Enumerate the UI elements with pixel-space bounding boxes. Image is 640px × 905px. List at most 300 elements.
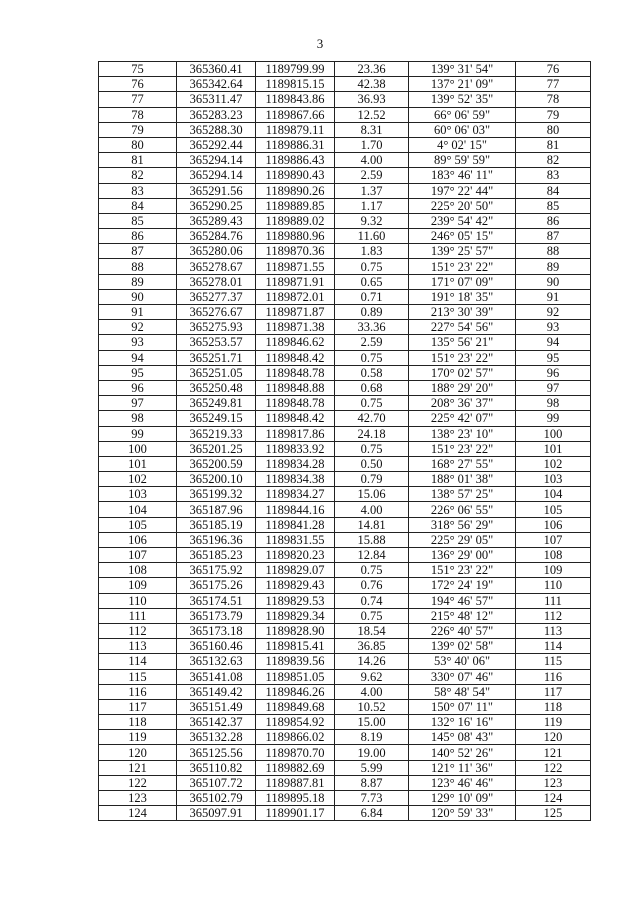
point-number-cell: 120 [99,745,177,760]
x-coordinate-cell: 365125.56 [177,745,256,760]
table-row [99,441,591,456]
page-number: 3 [316,36,324,51]
y-coordinate-cell: 1189882.69 [256,760,335,775]
next-point-cell: 109 [516,563,591,578]
y-coordinate-cell: 1189901.17 [256,806,335,821]
bearing-cell: 121° 11' 36" [409,760,516,775]
x-coordinate-cell: 365249.81 [177,396,256,411]
point-number-cell: 78 [99,107,177,122]
table-row [99,684,591,699]
next-point-cell: 101 [516,441,591,456]
x-coordinate-cell: 365360.41 [177,62,256,77]
table-row [99,654,591,669]
point-number-cell: 101 [99,456,177,471]
next-point-cell: 99 [516,411,591,426]
x-coordinate-cell: 365251.71 [177,350,256,365]
x-coordinate-cell: 365251.05 [177,365,256,380]
bearing-cell: 208° 36' 37" [409,396,516,411]
x-coordinate-cell: 365278.67 [177,259,256,274]
bearing-cell: 151° 23' 22" [409,563,516,578]
distance-cell: 1.83 [335,244,409,259]
point-number-cell: 122 [99,775,177,790]
next-point-cell: 111 [516,593,591,608]
y-coordinate-cell: 1189833.92 [256,441,335,456]
x-coordinate-cell: 365200.59 [177,456,256,471]
bearing-cell: 225° 29' 05" [409,532,516,547]
point-number-cell: 83 [99,183,177,198]
point-number-cell: 75 [99,62,177,77]
x-coordinate-cell: 365280.06 [177,244,256,259]
next-point-cell: 102 [516,456,591,471]
next-point-cell: 97 [516,380,591,395]
x-coordinate-cell: 365160.46 [177,639,256,654]
distance-cell: 0.75 [335,441,409,456]
point-number-cell: 94 [99,350,177,365]
table-row [99,92,591,107]
point-number-cell: 97 [99,396,177,411]
point-number-cell: 95 [99,365,177,380]
bearing-cell: 191° 18' 35" [409,289,516,304]
point-number-cell: 117 [99,699,177,714]
table-row [99,730,591,745]
y-coordinate-cell: 1189828.90 [256,623,335,638]
y-coordinate-cell: 1189879.11 [256,122,335,137]
distance-cell: 5.99 [335,760,409,775]
table-row [99,548,591,563]
point-number-cell: 90 [99,289,177,304]
next-point-cell: 116 [516,669,591,684]
point-number-cell: 89 [99,274,177,289]
next-point-cell: 98 [516,396,591,411]
next-point-cell: 125 [516,806,591,821]
point-number-cell: 114 [99,654,177,669]
distance-cell: 4.00 [335,153,409,168]
distance-cell: 36.85 [335,639,409,654]
distance-cell: 2.59 [335,335,409,350]
y-coordinate-cell: 1189889.85 [256,198,335,213]
point-number-cell: 109 [99,578,177,593]
point-number-cell: 110 [99,593,177,608]
next-point-cell: 87 [516,229,591,244]
x-coordinate-cell: 365173.79 [177,608,256,623]
bearing-cell: 150° 07' 11" [409,699,516,714]
y-coordinate-cell: 1189848.88 [256,380,335,395]
next-point-cell: 77 [516,77,591,92]
y-coordinate-cell: 1189817.86 [256,426,335,441]
x-coordinate-cell: 365284.76 [177,229,256,244]
point-number-cell: 106 [99,532,177,547]
bearing-cell: 226° 06' 55" [409,502,516,517]
next-point-cell: 85 [516,198,591,213]
x-coordinate-cell: 365292.44 [177,137,256,152]
bearing-cell: 227° 54' 56" [409,320,516,335]
distance-cell: 6.84 [335,806,409,821]
x-coordinate-cell: 365219.33 [177,426,256,441]
x-coordinate-cell: 365141.08 [177,669,256,684]
next-point-cell: 104 [516,487,591,502]
y-coordinate-cell: 1189846.26 [256,684,335,699]
y-coordinate-cell: 1189834.38 [256,472,335,487]
distance-cell: 42.38 [335,77,409,92]
y-coordinate-cell: 1189839.56 [256,654,335,669]
point-number-cell: 98 [99,411,177,426]
point-number-cell: 86 [99,229,177,244]
point-number-cell: 81 [99,153,177,168]
y-coordinate-cell: 1189834.27 [256,487,335,502]
y-coordinate-cell: 1189871.55 [256,259,335,274]
table-row [99,380,591,395]
distance-cell: 2.59 [335,168,409,183]
x-coordinate-cell: 365174.51 [177,593,256,608]
table-row [99,760,591,775]
bearing-cell: 171° 07' 09" [409,274,516,289]
x-coordinate-cell: 365201.25 [177,441,256,456]
y-coordinate-cell: 1189844.16 [256,502,335,517]
point-number-cell: 107 [99,548,177,563]
table-row [99,532,591,547]
next-point-cell: 95 [516,350,591,365]
distance-cell: 0.65 [335,274,409,289]
distance-cell: 36.93 [335,92,409,107]
next-point-cell: 90 [516,274,591,289]
distance-cell: 0.74 [335,593,409,608]
x-coordinate-cell: 365200.10 [177,472,256,487]
point-number-cell: 123 [99,791,177,806]
y-coordinate-cell: 1189872.01 [256,289,335,304]
x-coordinate-cell: 365102.79 [177,791,256,806]
y-coordinate-cell: 1189848.42 [256,411,335,426]
next-point-cell: 86 [516,213,591,228]
next-point-cell: 117 [516,684,591,699]
coordinates-table [98,61,591,821]
y-coordinate-cell: 1189829.07 [256,563,335,578]
y-coordinate-cell: 1189829.43 [256,578,335,593]
table-row [99,137,591,152]
point-number-cell: 116 [99,684,177,699]
table-row [99,487,591,502]
next-point-cell: 82 [516,153,591,168]
bearing-cell: 183° 46' 11" [409,168,516,183]
bearing-cell: 138° 57' 25" [409,487,516,502]
next-point-cell: 81 [516,137,591,152]
x-coordinate-cell: 365311.47 [177,92,256,107]
bearing-cell: 188° 29' 20" [409,380,516,395]
y-coordinate-cell: 1189887.81 [256,775,335,790]
x-coordinate-cell: 365142.37 [177,715,256,730]
x-coordinate-cell: 365151.49 [177,699,256,714]
point-number-cell: 119 [99,730,177,745]
bearing-cell: 170° 02' 57" [409,365,516,380]
distance-cell: 1.37 [335,183,409,198]
table-row [99,77,591,92]
table-row [99,198,591,213]
bearing-cell: 213° 30' 39" [409,305,516,320]
point-number-cell: 113 [99,639,177,654]
table-row [99,563,591,578]
table-row [99,122,591,137]
table-row [99,608,591,623]
y-coordinate-cell: 1189870.36 [256,244,335,259]
distance-cell: 0.75 [335,608,409,623]
point-number-cell: 92 [99,320,177,335]
table-row [99,244,591,259]
point-number-cell: 77 [99,92,177,107]
next-point-cell: 84 [516,183,591,198]
distance-cell: 12.52 [335,107,409,122]
table-row [99,350,591,365]
next-point-cell: 107 [516,532,591,547]
y-coordinate-cell: 1189841.28 [256,517,335,532]
point-number-cell: 108 [99,563,177,578]
bearing-cell: 139° 52' 35" [409,92,516,107]
bearing-cell: 151° 23' 22" [409,350,516,365]
distance-cell: 8.31 [335,122,409,137]
bearing-cell: 139° 25' 57" [409,244,516,259]
next-point-cell: 124 [516,791,591,806]
x-coordinate-cell: 365199.32 [177,487,256,502]
bearing-cell: 188° 01' 38" [409,472,516,487]
x-coordinate-cell: 365132.63 [177,654,256,669]
table-row [99,168,591,183]
distance-cell: 15.06 [335,487,409,502]
point-number-cell: 93 [99,335,177,350]
next-point-cell: 122 [516,760,591,775]
table-row [99,259,591,274]
distance-cell: 1.70 [335,137,409,152]
next-point-cell: 94 [516,335,591,350]
distance-cell: 0.75 [335,396,409,411]
bearing-cell: 197° 22' 44" [409,183,516,198]
next-point-cell: 93 [516,320,591,335]
bearing-cell: 132° 16' 16" [409,715,516,730]
point-number-cell: 121 [99,760,177,775]
bearing-cell: 168° 27' 55" [409,456,516,471]
next-point-cell: 76 [516,62,591,77]
table-row [99,213,591,228]
bearing-cell: 139° 02' 58" [409,639,516,654]
point-number-cell: 82 [99,168,177,183]
next-point-cell: 103 [516,472,591,487]
x-coordinate-cell: 365149.42 [177,684,256,699]
point-number-cell: 79 [99,122,177,137]
distance-cell: 0.71 [335,289,409,304]
x-coordinate-cell: 365276.67 [177,305,256,320]
point-number-cell: 103 [99,487,177,502]
table-row [99,623,591,638]
next-point-cell: 120 [516,730,591,745]
table-row [99,426,591,441]
table-row [99,320,591,335]
x-coordinate-cell: 365196.36 [177,532,256,547]
x-coordinate-cell: 365294.14 [177,168,256,183]
next-point-cell: 119 [516,715,591,730]
point-number-cell: 91 [99,305,177,320]
bearing-cell: 138° 23' 10" [409,426,516,441]
table-row [99,153,591,168]
point-number-cell: 102 [99,472,177,487]
x-coordinate-cell: 365097.91 [177,806,256,821]
x-coordinate-cell: 365291.56 [177,183,256,198]
y-coordinate-cell: 1189895.18 [256,791,335,806]
bearing-cell: 136° 29' 00" [409,548,516,563]
next-point-cell: 108 [516,548,591,563]
bearing-cell: 225° 42' 07" [409,411,516,426]
y-coordinate-cell: 1189815.41 [256,639,335,654]
bearing-cell: 4° 02' 15" [409,137,516,152]
distance-cell: 10.52 [335,699,409,714]
x-coordinate-cell: 365132.28 [177,730,256,745]
y-coordinate-cell: 1189834.28 [256,456,335,471]
distance-cell: 11.60 [335,229,409,244]
bearing-cell: 172° 24' 19" [409,578,516,593]
y-coordinate-cell: 1189849.68 [256,699,335,714]
table-row [99,107,591,122]
next-point-cell: 83 [516,168,591,183]
bearing-cell: 89° 59' 59" [409,153,516,168]
y-coordinate-cell: 1189829.53 [256,593,335,608]
y-coordinate-cell: 1189854.92 [256,715,335,730]
table-row [99,472,591,487]
x-coordinate-cell: 365278.01 [177,274,256,289]
bearing-cell: 53° 40' 06" [409,654,516,669]
distance-cell: 0.75 [335,350,409,365]
x-coordinate-cell: 365185.23 [177,548,256,563]
point-number-cell: 80 [99,137,177,152]
table-row [99,183,591,198]
x-coordinate-cell: 365290.25 [177,198,256,213]
distance-cell: 33.36 [335,320,409,335]
distance-cell: 19.00 [335,745,409,760]
distance-cell: 9.32 [335,213,409,228]
y-coordinate-cell: 1189831.55 [256,532,335,547]
table-row [99,274,591,289]
bearing-cell: 139° 31' 54" [409,62,516,77]
bearing-cell: 215° 48' 12" [409,608,516,623]
point-number-cell: 87 [99,244,177,259]
bearing-cell: 151° 23' 22" [409,441,516,456]
x-coordinate-cell: 365175.92 [177,563,256,578]
table-row [99,289,591,304]
next-point-cell: 115 [516,654,591,669]
distance-cell: 14.81 [335,517,409,532]
point-number-cell: 124 [99,806,177,821]
next-point-cell: 123 [516,775,591,790]
table-row [99,517,591,532]
y-coordinate-cell: 1189890.43 [256,168,335,183]
bearing-cell: 225° 20' 50" [409,198,516,213]
table-row [99,456,591,471]
y-coordinate-cell: 1189815.15 [256,77,335,92]
table-row [99,745,591,760]
table-row [99,806,591,821]
x-coordinate-cell: 365283.23 [177,107,256,122]
table-row [99,639,591,654]
y-coordinate-cell: 1189866.02 [256,730,335,745]
table-row [99,699,591,714]
table-row [99,578,591,593]
next-point-cell: 80 [516,122,591,137]
y-coordinate-cell: 1189867.66 [256,107,335,122]
point-number-cell: 115 [99,669,177,684]
table-row [99,502,591,517]
table-row [99,593,591,608]
y-coordinate-cell: 1189886.43 [256,153,335,168]
next-point-cell: 78 [516,92,591,107]
table-row [99,411,591,426]
next-point-cell: 110 [516,578,591,593]
next-point-cell: 100 [516,426,591,441]
bearing-cell: 330° 07' 46" [409,669,516,684]
table-row [99,791,591,806]
distance-cell: 23.36 [335,62,409,77]
y-coordinate-cell: 1189851.05 [256,669,335,684]
x-coordinate-cell: 365250.48 [177,380,256,395]
point-number-cell: 104 [99,502,177,517]
distance-cell: 0.79 [335,472,409,487]
distance-cell: 0.89 [335,305,409,320]
distance-cell: 24.18 [335,426,409,441]
next-point-cell: 105 [516,502,591,517]
y-coordinate-cell: 1189829.34 [256,608,335,623]
table-row [99,335,591,350]
x-coordinate-cell: 365294.14 [177,153,256,168]
y-coordinate-cell: 1189871.38 [256,320,335,335]
y-coordinate-cell: 1189886.31 [256,137,335,152]
table-row [99,715,591,730]
distance-cell: 0.76 [335,578,409,593]
distance-cell: 7.73 [335,791,409,806]
bearing-cell: 151° 23' 22" [409,259,516,274]
table-row [99,775,591,790]
bearing-cell: 194° 46' 57" [409,593,516,608]
x-coordinate-cell: 365187.96 [177,502,256,517]
bearing-cell: 120° 59' 33" [409,806,516,821]
y-coordinate-cell: 1189843.86 [256,92,335,107]
next-point-cell: 114 [516,639,591,654]
x-coordinate-cell: 365107.72 [177,775,256,790]
point-number-cell: 84 [99,198,177,213]
next-point-cell: 79 [516,107,591,122]
distance-cell: 0.68 [335,380,409,395]
bearing-cell: 137° 21' 09" [409,77,516,92]
next-point-cell: 118 [516,699,591,714]
y-coordinate-cell: 1189820.23 [256,548,335,563]
bearing-cell: 246° 05' 15" [409,229,516,244]
y-coordinate-cell: 1189871.87 [256,305,335,320]
distance-cell: 0.75 [335,259,409,274]
distance-cell: 15.00 [335,715,409,730]
y-coordinate-cell: 1189889.02 [256,213,335,228]
distance-cell: 1.17 [335,198,409,213]
next-point-cell: 113 [516,623,591,638]
coordinates-table-body [99,62,591,821]
distance-cell: 18.54 [335,623,409,638]
point-number-cell: 112 [99,623,177,638]
distance-cell: 0.75 [335,563,409,578]
distance-cell: 14.26 [335,654,409,669]
distance-cell: 9.62 [335,669,409,684]
bearing-cell: 60° 06' 03" [409,122,516,137]
point-number-cell: 111 [99,608,177,623]
x-coordinate-cell: 365173.18 [177,623,256,638]
next-point-cell: 92 [516,305,591,320]
next-point-cell: 91 [516,289,591,304]
x-coordinate-cell: 365275.93 [177,320,256,335]
next-point-cell: 96 [516,365,591,380]
next-point-cell: 112 [516,608,591,623]
distance-cell: 12.84 [335,548,409,563]
x-coordinate-cell: 365110.82 [177,760,256,775]
